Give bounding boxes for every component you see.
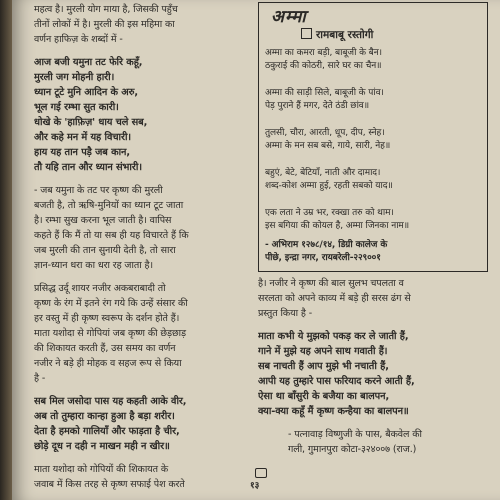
author-name: रामबाबू रस्तोगी (316, 29, 374, 41)
poem-line: ऐसा था बाँसुरी के बजैया का बालपन, (258, 391, 390, 402)
left-column (34, 0, 244, 492)
page-number: १३ (250, 481, 260, 491)
poem-line: भूल गई रम्भा सुत कारी। (34, 102, 119, 113)
text-line: वर्णन हाफिज़ के शब्दों में - (34, 34, 123, 45)
poem-line: तौ यहि तान और ध्यान संभारी। (34, 162, 142, 173)
poem-line: देता है हमको गालियाँ और फाड़ता है चीर, (34, 426, 180, 437)
poem-line: ध्यान टूटे मुनि आदिन के अरु, (34, 87, 138, 98)
poem-line: मुरली जग मोहनी हारी। (34, 72, 115, 83)
box-address: - अभिराम १२७८/१४, डिग्री कालेज के (265, 240, 388, 250)
square-bullet-icon (301, 28, 312, 39)
box-line: बहुएं, बेटे, बेटियाँ, नाती और दामाद। (265, 168, 381, 178)
text-line: है - (34, 373, 46, 384)
text-line: ज्ञान-ध्यान धरा का धरा रह जाता है। (34, 260, 153, 271)
box-line: पेड़ पुराने हैं मगर, देते ठंडी छांव॥ (265, 101, 370, 111)
box-author (265, 27, 481, 43)
text-line: की शिकायत करती हैं, उस समय का वर्णन (34, 343, 176, 354)
book-gutter (0, 0, 12, 500)
text-line: - पत्नावाड़ विष्णुजी के पास, बैकवेल की (288, 429, 422, 440)
box-line: अम्मा के मन सब बसे, गाये, सारी, नेह॥ (265, 141, 391, 151)
text-line: - जब यमुना के तट पर कृष्ण की मुरली (34, 185, 163, 196)
poem-box (258, 2, 488, 272)
text-line: हर वस्तु में ही कृष्ण स्वरूप के दर्शन होते हैं। (34, 313, 180, 324)
text-line: महत्व है। मुरली योग माया है, जिसकी पहुँच (34, 4, 178, 15)
box-line: अम्मा का कमरा बड़ी, बाबूजी के बैन। (265, 48, 382, 58)
text-line: तीनों लोकों में है। मुरली की इस महिमा का (34, 19, 175, 30)
text-line: कृष्ण के रंग में इतने रंग गये कि उन्हें संसार की (34, 298, 188, 309)
text-line: गली, गुमानपुरा कोटा-३२४००७ (राज.) (288, 444, 417, 455)
text-line: माता यशोदा से गोपियां जब कृष्ण की छेड़छाड़ (34, 328, 186, 339)
text-line: प्रसिद्ध उर्दू शायर नजीर अकबराबादी तो (34, 283, 166, 294)
poem-line: आपी यह तुम्हारे पास फरियाद करने आती हैं, (258, 376, 415, 387)
box-address: पीछे, इन्द्रा नगर, रायबरेली-२२९००१ (265, 253, 381, 263)
box-line: एक लता ने उम्र भर, रक्खा तरु को थाम। (265, 208, 394, 218)
box-line: ठकुराई की कोठरी, सारे घर का चैन॥ (265, 61, 382, 71)
text-line: बजती है, तो ऋषि-मुनियों का ध्यान टूट जाता (34, 200, 184, 211)
poem-line: अब तो तुम्हारा कान्हा हुआ है बड़ा शरीर। (34, 411, 175, 422)
poem-line: गाने में मुझे यह अपने साथ गवाती हैं। (258, 346, 388, 357)
poem-line: माता कभी ये मुझको पकड़ कर ले जाती हैं, (258, 331, 409, 342)
poem-line: हाय यह तान पड़ै जब कान, (34, 147, 131, 158)
poem-line: और कहे मन में यह विचारी। (34, 132, 132, 143)
poem-line: छोड़े दूध न दही न माखन मही न खीर॥ (34, 441, 170, 452)
box-line: तुलसी, चौरा, आरती, धूप, दीप, स्नेह। (265, 128, 385, 138)
text-line: है। नजीर ने कृष्ण की बाल सुलभ चपलता व (258, 278, 404, 289)
text-line: सरलता को अपने काव्य में बड़े ही सरस ढंग से (258, 293, 411, 304)
text-line: है। रम्भा सुख करना भूल जाती है। वापिस (34, 215, 172, 226)
text-line: नजीर ने बड़े ही मोहक व सहज रूप से किया (34, 358, 182, 369)
poem-line: सब मिल जसोदा पास यह कहती आके वीर, (34, 396, 187, 407)
text-line: जब मुरली की तान सुनायी देती है, तो सारा (34, 245, 176, 256)
poem-line: आज बजी यमुना तट फेरि कहूँ, (34, 57, 143, 68)
box-title: अम्मा (271, 7, 307, 27)
text-line: कहते हैं कि मैं तो या सब ही यह विचारते हैं कि (34, 230, 189, 241)
right-column (258, 0, 488, 457)
text-line: माता यशोदा को गोपियों की शिकायत के (34, 464, 169, 475)
poem-line: सब नाचती हैं आप मुझे भी नचाती हैं, (258, 361, 389, 372)
poem-line: क्या-क्या कहूँ मैं कृष्ण कन्हैया का बालपन॥ (258, 406, 409, 417)
page-ornament-icon (255, 468, 267, 478)
poem-line: धोखे के 'हाफ़िज़' धाय चले सब, (34, 117, 148, 128)
box-line: शब्द-कोश अम्मा हुई, रहती सबको याद॥ (265, 181, 393, 191)
box-line: अम्मा की साड़ी सिले, बाबूजी के पांव। (265, 88, 384, 98)
text-line: जवाब में किस तरह से कृष्ण सफाई पेश करते (34, 479, 185, 490)
box-line: इस बगिया की कोयल है, अम्मा जिनका नाम॥ (265, 221, 409, 231)
text-line: प्रस्तुत किया है - (258, 308, 313, 319)
